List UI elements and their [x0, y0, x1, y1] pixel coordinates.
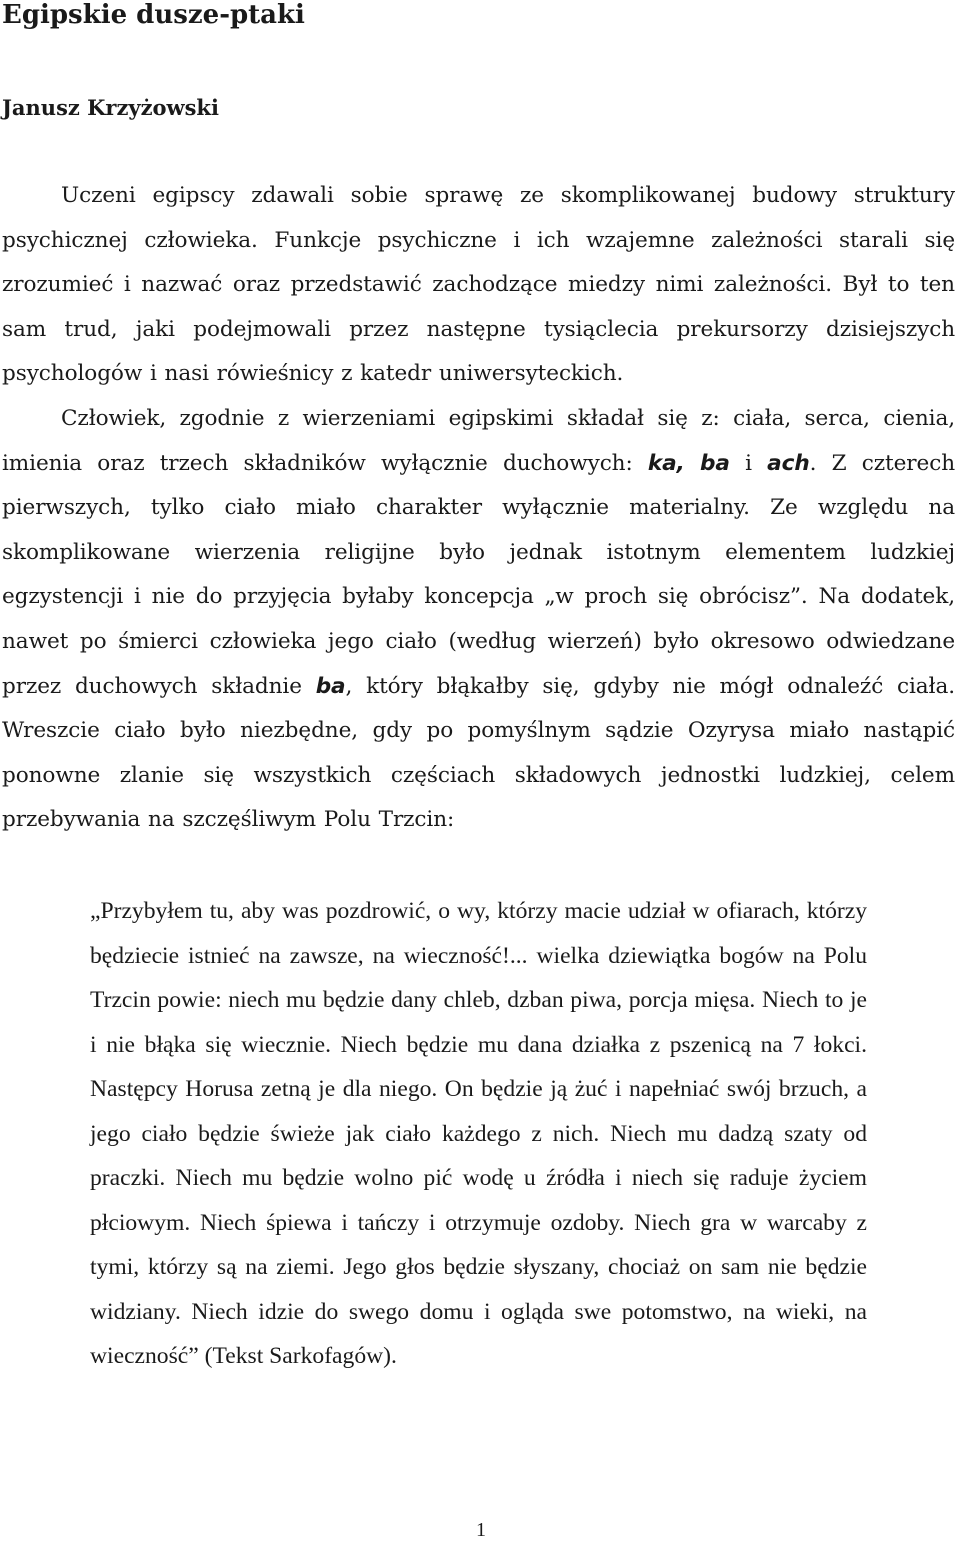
paragraph-body [2, 397, 955, 843]
paragraph-body-middle: . Z czterech pierwszych, tylko ciało miało charakter wyłącznie materialny. Ze względu na skomplikowane wierzenia religijne było jednak istotnym elementem ludzkiej egzystencji i nie do przyjęcia byłaby koncepcja „w proch się obrócisz”. Na dodatek, nawet po śmierci człowieka jego ciało (według wierzeń) było okresowo odwiedzane przez duchowych składnie [2, 450, 955, 699]
term-ka: ka, [647, 450, 685, 476]
document-body [2, 174, 955, 843]
page-number: 1 [476, 1519, 486, 1541]
paragraph-body-end: , który błąkałby się, gdyby nie mógł odnaleźć ciała. Wreszcie ciało było niezbędne, gdy po pomyślnym sądzie Ozyrysa miało nastąpić ponowne zlanie się wszystkich częściach składowych jednostki ludzkiej, celem przebywania na szczęśliwym Polu Trzcin: [2, 673, 955, 833]
document-title: Egipskie dusze-ptaki [2, 0, 305, 30]
paragraph-intro: Uczeni egipscy zdawali sobie sprawę ze skomplikowanej budowy struktury psychicznej człowieka. Funkcje psychiczne i ich wzajemne zależności starali się zrozumieć i nazwać oraz przedstawić zachodzące miedzy nimi zależności. Był to ten sam trud, jaki podejmowali przez następne tysiąclecia prekursorzy dzisiejszych psychologów i nasi rówieśnicy z katedr uniwersyteckich. [2, 183, 955, 387]
term-ach: ach [767, 450, 810, 476]
paragraph-separator [685, 451, 700, 476]
term-ba-repeat: ba [315, 673, 346, 699]
paragraph-separator: i [729, 450, 768, 476]
term-ba: ba [700, 450, 730, 476]
paragraph-body-intro: Człowiek, zgodnie z wierzeniami egipskimi składał się z: ciała, serca, cienia, imienia oraz trzech składników wyłącznie duchowych: [2, 405, 955, 476]
sarcophagus-text-quote: „Przybyłem tu, aby was pozdrowić, o wy, którzy macie udział w ofiarach, którzy będziecie istnieć na zawsze, na wieczność!... wielka dziewiątka bogów na Polu Trzcin powie: niech mu będzie dany chleb, dzban piwa, porcja mięsa. Niech to je i nie błąka się wiecznie. Niech będzie mu dana działka z pszenicą na 7 łokci. Następcy Horusa zetną je dla niego. On będzie ją żuć i napełniać swój brzuch, a jego ciało będzie świeże jak ciało każdego z nich. Niech mu dadzą szaty od praczki. Niech mu będzie wolno pić wodę u źródła i niech się raduje życiem płciowym. Niech śpiewa i tańczy i otrzymuje ozdoby. Niech gra w warcaby z tymi, którzy są na ziemi. Jego głos będzie słyszany, chociaż on sam nie będzie widziany. Niech idzie do swego domu i ogląda swe potomstwo, na wieki, na wieczność” (Tekst Sarkofagów). [90, 898, 867, 1369]
document-author: Janusz Krzyżowski [2, 95, 219, 120]
